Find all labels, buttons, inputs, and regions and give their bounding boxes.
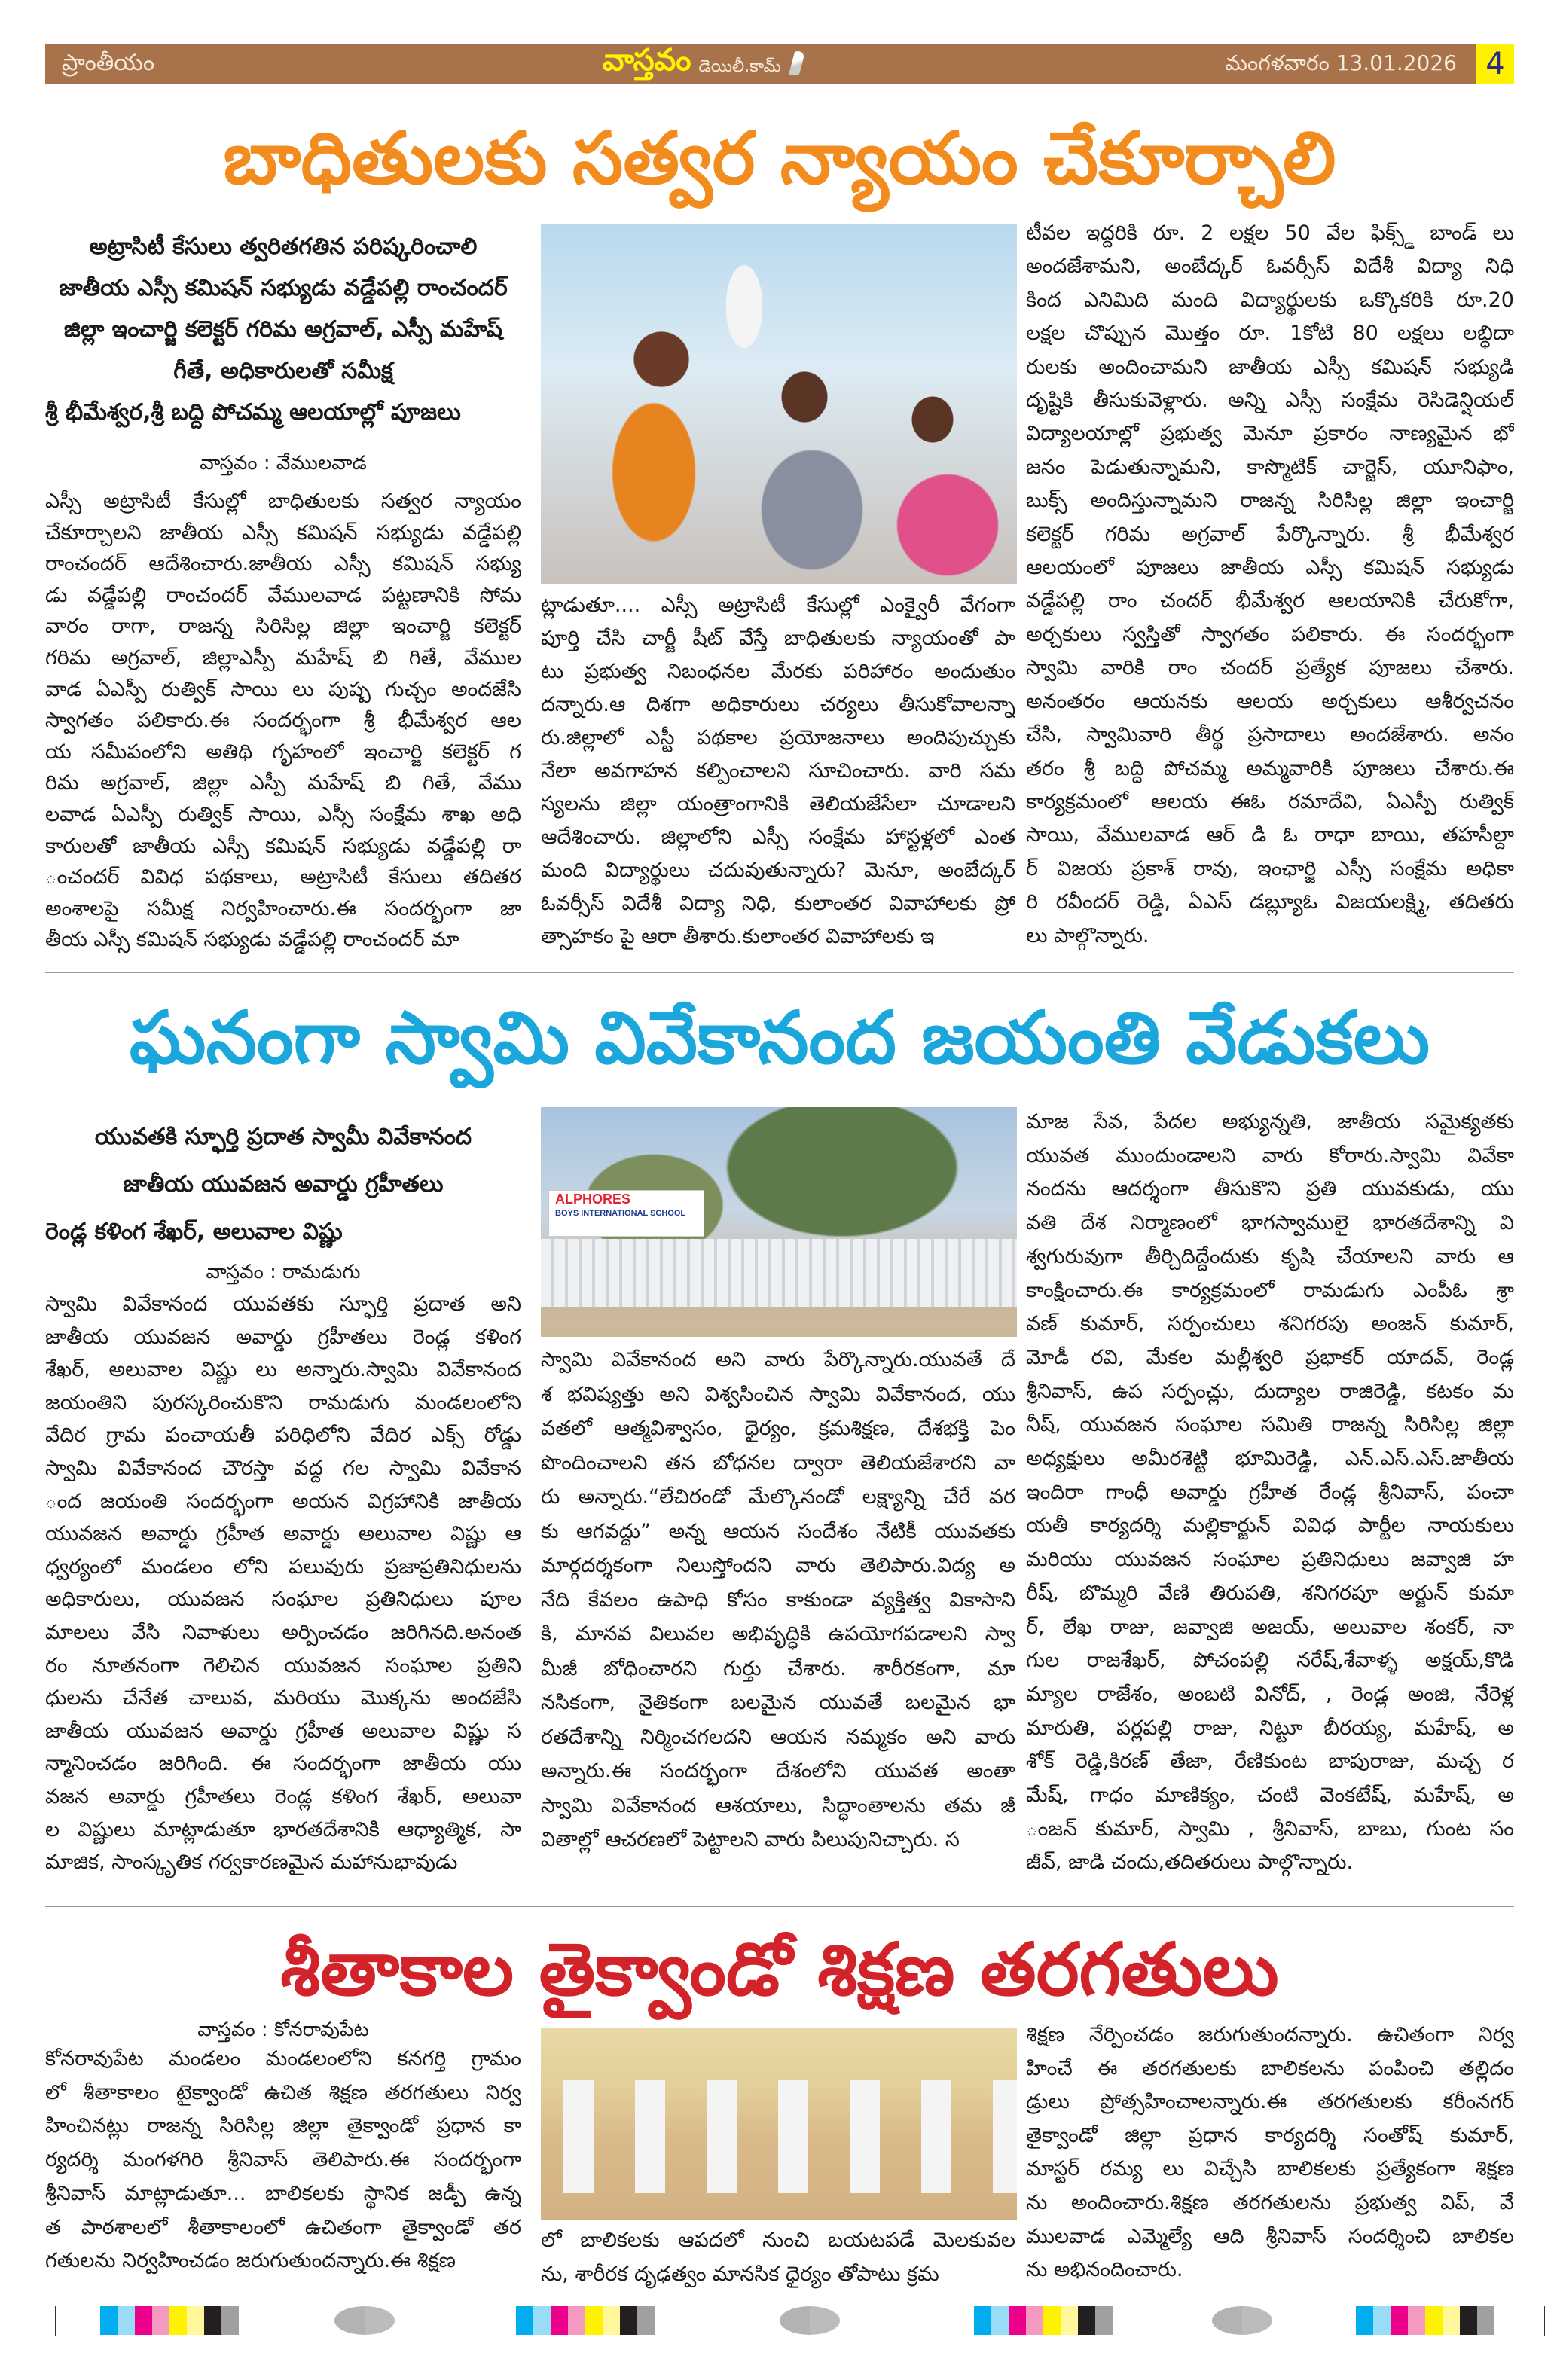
text-line: మాజ సేవ, పేదల అభ్యున్నతి, జాతీయ సమైక్యతకు — [1026, 1110, 1514, 1134]
article3-photo — [541, 2028, 1017, 2220]
page-header — [45, 44, 1476, 84]
text-line: వజన అవార్డు గ్రహీతలు రెండ్ల కళింగ శేఖర్, అలువా — [45, 1784, 521, 1808]
text-line: ర్ విజయ ప్రకాశ్ రావు, ఇంఛార్జి ఎస్సీ సంక్షేమ అధికా — [1026, 856, 1514, 880]
article2-column3 — [1026, 1106, 1514, 1880]
text-line: కాంక్షించారు.ఈ కార్యక్రమంలో రామడుగు ఎంపీఓ శ్రా — [1026, 1278, 1514, 1302]
color-bar — [1356, 2306, 1494, 2335]
color-swatch — [187, 2306, 204, 2335]
text-line: జాతీయ యువజన అవార్డు గ్రహీత అలువాల విష్ణు స — [45, 1719, 521, 1743]
text-line: దృష్టికి తీసుకువెళ్లారు. అన్ని ఎస్సీ సంక్షేమ రెసిడెన్షియల్ — [1026, 389, 1514, 413]
text-line: మేష్, గాధం మాణిక్యం, చంటి వెంకటేష్, మహేష్, అ — [1026, 1783, 1514, 1808]
bird-logo-icon — [789, 50, 808, 78]
color-swatch — [1408, 2306, 1425, 2335]
section-label: ప్రాంతీయం — [62, 50, 155, 76]
color-swatch — [1009, 2306, 1026, 2335]
text-line: పొందించాలని తన బోధనల ద్వారా తెలియజేశారని వా — [541, 1451, 1015, 1475]
text-line: మార్గదర్శకంగా నిలుస్తోందని వారు తెలిపారు.విద్య అ — [541, 1554, 1015, 1577]
text-line: రు అన్నారు.“లేచిరండో మేల్కొనండో లక్ష్యాన్ని చేరే వర — [541, 1485, 1015, 1509]
color-swatch — [118, 2306, 135, 2335]
color-swatch — [1443, 2306, 1460, 2335]
article1-column1 — [45, 486, 521, 956]
text-line: జాతీయ ఎస్సీ కమిషన్ సభ్యుడు వడ్డేపల్లి రాంచందర్ — [59, 275, 508, 301]
text-line: బుక్స్ అందిస్తున్నామని రాజన్న సిరిసిల్ల జిల్లా ఇంచార్జి — [1026, 489, 1514, 513]
text-line: ను అభినందించారు. — [1026, 2258, 1183, 2282]
text-line: గరిమ అగ్రవాల్, జిల్లాఎస్పీ మహేష్ బి గితే, వేముల — [45, 645, 521, 670]
text-line: రం నూతనంగా గెలిచిన యువజన సంఘాల ప్రతిని — [45, 1653, 521, 1677]
text-line: అన్నారు.ఈ సందర్భంగా దేశంలోని యువత అంతా — [541, 1759, 1015, 1783]
text-line: ర్, లేఖ రాజు, జవ్వాజి అజయ్, అలువాల శంకర్, నా — [1026, 1615, 1514, 1639]
text-line: హించినట్లు రాజన్న సిరిసిల్ల జిల్లా తైక్వాండో ప్రధాన కా — [45, 2114, 521, 2138]
text-line: కార్యక్రమంలో ఆలయ ఈఓ రమాదేవి, ఏఎస్పీ రుత్విక్ — [1026, 789, 1514, 813]
text-line: కి, మానవ విలువల అభివృద్ధికి ఉపయోగపడాలని స్వా — [541, 1622, 1015, 1646]
color-swatch — [169, 2306, 187, 2335]
text-line: స్వామి వారికి రాం చందర్ ప్రత్యేక పూజలు చేశారు. — [1026, 656, 1514, 680]
color-swatch — [1043, 2306, 1061, 2335]
text-line: తీయ ఎస్సీ కమిషన్ సభ్యుడు వడ్డేపల్లి రాంచందర్ మా — [45, 928, 459, 952]
text-line: నసికంగా, నైతికంగా బలమైన యువతే బలమైన భా — [541, 1691, 1015, 1714]
text-line: మారుతి, పర్లపల్లి రాజు, నిట్టూ బీరయ్య, మహేష్, అ — [1026, 1716, 1514, 1740]
text-line: ంద జయంతి సందర్భంగా అయన విగ్రహానికి జాతీయ — [45, 1489, 521, 1513]
text-line: డ్రులు ప్రోత్సహించాలన్నారు.ఈ తరగతులకు కరీంనగర్ — [1026, 2090, 1514, 2114]
text-line: ంచందర్ వివిధ పథకాలు, అట్రాసిటీ కేసులు తదితర — [45, 865, 521, 889]
text-line: వడ్డేపల్లి రాం చందర్ భీమేశ్వర ఆలయానికి చేరుకోగా, — [1026, 589, 1514, 613]
page-number: 4 — [1476, 44, 1514, 84]
color-swatch — [1425, 2306, 1443, 2335]
text-line: సాయి, వేములవాడ ఆర్ డి ఓ రాధా బాయి, తహసీల్దా — [1026, 823, 1514, 847]
text-line: జయంతిని పురస్కరించుకొని రామడుగు మండలంలోని — [45, 1390, 521, 1414]
article3-column2 — [541, 2223, 1015, 2291]
color-swatch — [1095, 2306, 1113, 2335]
text-line: వితాల్లో ఆచరణలో పెట్టాలని వారు పిలుపునిచ్చారు. స — [541, 1828, 960, 1851]
text-line: ఆదేశించారు. జిల్లాలోని ఎస్సీ సంక్షేమ హాస్టళ్లలో ఎంత — [541, 825, 1015, 849]
article1-headline: బాధితులకు సత్వర న్యాయం చేకూర్చాలి — [223, 116, 1336, 200]
text-line: మీజీ బోధించారని గుర్తు చేశారు. శారీరకంగా, మా — [541, 1656, 1015, 1680]
article1-photo — [541, 224, 1017, 584]
text-line: ఇందిరా గాంధీ అవార్డు గ్రహీత రేండ్ల శ్రీనివాస్, పంచా — [1026, 1480, 1514, 1504]
text-line: వతలో ఆత్మవిశ్వాసం, ధైర్యం, క్రమశిక్షణ, దేశభక్తి పెం — [541, 1417, 1015, 1440]
text-line: జాతీయ యువజన అవార్డు గ్రహీతలు రెండ్ల కళింగ — [45, 1325, 521, 1349]
text-line: శ భవిష్యత్తు అని విశ్వసించిన స్వామి వివేకానంద, యు — [541, 1382, 1015, 1406]
color-swatch — [1391, 2306, 1408, 2335]
color-swatch — [204, 2306, 221, 2335]
text-line: యువజన అవార్డు గ్రహీత అవార్డు అలువాల విష్ణు ఆ — [45, 1522, 521, 1546]
text-line: నందను ఆదర్శంగా తీసుకొని ప్రతి యువకుడు, యు — [1026, 1177, 1514, 1201]
text-line: లో శీతాకాలం టైక్వాండో ఉచిత శిక్షణ తరగతులు నిర్వ — [45, 2080, 521, 2104]
article3-dateline: వాస్తవం : కోనరావుపేట — [197, 2018, 369, 2041]
text-line: ర్యదర్శి మంగళగిరి శ్రీనివాస్ తెలిపారు.ఈ సందర్భంగా — [45, 2148, 521, 2172]
masthead-logo — [603, 44, 808, 84]
color-swatch — [637, 2306, 655, 2335]
text-line: లవాడ ఏఎస్పీ రుత్విక్ సాయి, ఎస్సీ సంక్షేమ శాఖ అధి — [45, 802, 521, 826]
school-banner — [548, 1190, 704, 1237]
registration-mark-icon — [1544, 2306, 1545, 2336]
text-line: స్వామి వివేకానంద ఆశయాలు, సిద్ధాంతాలను తమ జీ — [541, 1793, 1015, 1817]
color-swatch — [135, 2306, 152, 2335]
article2-dateline: వాస్తవం : రామడుగు — [206, 1261, 361, 1283]
article2-column2 — [541, 1343, 1015, 1857]
text-line: విద్యాలయాల్లో ప్రభుత్వ మెనూ ప్రకారం నాణ్యమైన భో — [1026, 422, 1514, 446]
text-line: ఓవర్సీస్ విదేశీ విద్యా నిధి, కులాంతర వివాహాలకు ప్రో — [541, 892, 1015, 915]
color-swatch — [100, 2306, 118, 2335]
text-line: టు ప్రభుత్వ నిబంధనల మేరకు పరిహారం అందుతుం — [541, 660, 1015, 683]
color-swatch — [533, 2306, 551, 2335]
text-line: ఆలయంలో పూజలు జాతీయ ఎస్సీ కమిషన్ సభ్యుడు — [1026, 556, 1514, 580]
text-line: అందజేశామని, అంబేద్కర్ ఓవర్సీస్ విదేశీ విద్యా నిధి — [1026, 255, 1514, 279]
text-line: గతులను నిర్వహించడం జరుగుతుందన్నారు.ఈ శిక్షణ — [45, 2249, 456, 2273]
text-line: శ్రీనివాస్, ఉప సర్పంచ్లు, దుద్యాల రాజిరెడ్డి, కటకం మ — [1026, 1379, 1514, 1403]
color-swatch — [1356, 2306, 1373, 2335]
text-line: ధ్వర్యంలో మండలం లోని పలువురు ప్రజాప్రతినిధులను — [45, 1555, 521, 1579]
color-swatch — [603, 2306, 620, 2335]
text-line: అధ్యక్షులు అమీరశెట్టి భూమిరెడ్డి, ఎన్.ఎస్.ఎస్.జాతీయ — [1026, 1447, 1514, 1471]
color-swatch — [1026, 2306, 1043, 2335]
text-line: ను, శారీరక దృఢత్వం మానసిక ధైర్యం తోపాటు క్రమ — [541, 2263, 939, 2286]
color-swatch — [516, 2306, 533, 2335]
article2-subheads — [45, 1113, 521, 1256]
text-line: చేకూర్చాలని జాతీయ ఎస్సీ కమిషన్ సభ్యుడు వడ్డేపల్లి — [45, 520, 521, 545]
text-line: చేసి, స్వామివారి తీర్థ ప్రసాదాలు అందజేశారు. అనం — [1026, 723, 1514, 747]
text-line: శోక్ రెడ్డి,కిరణ్ తేజా, రేణికుంట బాపురాజు, మచ్చ ర — [1026, 1750, 1514, 1774]
text-line: ంజన్ కుమార్, స్వామి , శ్రీనివాస్, బాబు, గుంట సం — [1026, 1817, 1514, 1841]
logo-main-text: వాస్తవం — [603, 43, 691, 78]
text-line: రు.జిల్లాలో ఎస్టీ పథకాల ప్రయోజనాలు అందిపుచ్చుకు — [541, 726, 1015, 749]
article2-photo — [541, 1107, 1017, 1337]
article3-column1 — [45, 2043, 521, 2278]
color-swatch — [221, 2306, 239, 2335]
text-line: య సమీపంలోని అతిథి గృహంలో ఇంచార్జి కలెక్టర్ గ — [45, 740, 521, 764]
text-line: నీష్, యువజన సంఘాల సమితి రాజన్న సిరిసిల్ల జిల్లా — [1026, 1413, 1514, 1437]
text-line: లో బాలికలకు ఆపదలో నుంచి బయటపడే మెలకువల — [541, 2229, 1015, 2252]
text-line: శ్వగురువుగా తీర్చిదిద్దేందుకు కృషి చేయాలని వారు ఆ — [1026, 1244, 1514, 1268]
text-line: కింద ఎనిమిది మంది విద్యార్థులకు ఒక్కొకరికి రూ.20 — [1026, 288, 1514, 312]
text-line: అధికారులు, యువజన సంఘాల ప్రతినిధులు పూల — [45, 1588, 521, 1612]
text-line: ములవాడ ఎమ్మెల్యే ఆది శ్రీనివాస్ సందర్శించి బాలికల — [1026, 2224, 1514, 2248]
text-line: లు పాల్గొన్నారు. — [1026, 923, 1149, 947]
text-line: టీవల ఇద్దరికి రూ. 2 లక్షల 50 వేల ఫిక్స్డ్ బాండ్ లు — [1026, 221, 1514, 245]
text-line: జాతీయ యువజన అవార్డు గ్రహీతలు — [123, 1171, 444, 1198]
text-line: వేదిర గ్రామ పంచాయతీ పరిధిలోని వేదిర ఎక్స్ రోడ్డు — [45, 1423, 521, 1448]
text-line: తరం శ్రీ బద్ది పోచమ్మ అమ్మవారికి పూజలు చేశారు.ఈ — [1026, 756, 1514, 780]
color-swatch — [568, 2306, 585, 2335]
text-line: స్వాగతం పలికారు.ఈ సందర్భంగా శ్రీ భీమేశ్వర ఆల — [45, 709, 521, 733]
text-line: వాడ ఏఎస్పీ రుత్విక్ సాయి లు పుష్ప గుచ్చం అందజేసి — [45, 677, 521, 701]
registration-mark-icon — [55, 2306, 56, 2336]
text-line: రి రవీందర్ రెడ్డి, ఏఎస్ డబ్ల్యూఓ విజయలక్ష్మి, తదితరు — [1026, 890, 1514, 914]
text-line: అంశాలపై సమీక్ష నిర్వహించారు.ఈ సందర్భంగా జా — [45, 896, 521, 920]
color-swatch — [1477, 2306, 1494, 2335]
article1-column3 — [1026, 217, 1514, 953]
text-line: రీష్, బొమ్మరి వేణి తిరుపతి, శనిగరపూ అర్జున్ కుమా — [1026, 1581, 1514, 1605]
registration-oval — [334, 2306, 395, 2335]
text-line: ధులను చేనేత చాలువ, మరియు మొక్కను అందజేసి — [45, 1686, 521, 1710]
text-line: ల విష్ణులు మాట్లాడుతూ భారతదేశానికి ఆధ్యాత్మిక, సా — [45, 1817, 521, 1841]
color-swatch — [1373, 2306, 1391, 2335]
text-line: గీతే, అధికారులతో సమీక్ష — [173, 358, 393, 384]
text-line: స్వామి వివేకానంద చౌరస్తా వద్ద గల స్వామి వివేకాన — [45, 1456, 521, 1480]
color-swatch — [551, 2306, 568, 2335]
text-line: వారం రాగా, రాజన్న సిరిసిల్ల జిల్లా ఇంచార్జి కలెక్టర్ — [45, 615, 521, 639]
text-line: మ్యాల రాజేశం, అంబటి వినోద్, , రెండ్ల అంజి, నేరెళ్ల — [1026, 1682, 1514, 1706]
text-line: నేది కేవలం ఉపాధి కోసం కాకుండా వ్యక్తిత్వ వికాసాని — [541, 1588, 1015, 1612]
text-line: రెండ్ల కళింగ శేఖర్, అలువాల విష్ణు — [45, 1219, 343, 1245]
article-divider — [45, 1906, 1514, 1907]
article1-subheads — [45, 226, 521, 433]
banner-line2: BOYS INTERNATIONAL SCHOOL — [555, 1209, 686, 1218]
text-line: నేలా అవగాహన కల్పించాలని సూచించారు. వారి సమ — [541, 759, 1015, 783]
color-bar — [516, 2306, 655, 2335]
text-line: శేఖర్, అలువాల విష్ణు లు అన్నారు.స్వామి వివేకానంద — [45, 1358, 521, 1382]
text-line: అనంతరం ఆయనకు ఆలయ అర్చకులు ఆశీర్వచనం — [1026, 689, 1514, 713]
text-line: యువతకి స్ఫూర్తి ప్రదాత స్వామీ వివేకానంద — [94, 1124, 472, 1150]
text-line: రతదేశాన్ని నిర్మించగలదని ఆయన నమ్మకం అని వారు — [541, 1725, 1015, 1749]
text-line: కు ఆగవద్దు” అన్న ఆయన సందేశం నేటికీ యువతకు — [541, 1519, 1015, 1543]
text-line: తైక్వాండో జిల్లా ప్రధాన కార్యదర్శి సంతోష్ కుమార్, — [1026, 2123, 1514, 2147]
color-swatch — [991, 2306, 1009, 2335]
text-line: యతీ కార్యదర్శి మల్లికార్జున్ వివిధ పార్టీల నాయకులు — [1026, 1514, 1514, 1538]
color-swatch — [585, 2306, 603, 2335]
text-line: గుల రాజశేఖర్, పోచంపల్లి నరేష్,శేవాళ్ళ అక్షయ్,కొడి — [1026, 1649, 1514, 1673]
article-divider — [45, 972, 1514, 973]
text-line: రాంచందర్ ఆదేశించారు.జాతీయ ఎస్సీ కమిషన్ సభ్యు — [45, 552, 521, 576]
registration-oval — [780, 2306, 840, 2335]
text-line: స్యలను జిల్లా యంత్రాంగానికి తెలియజేసేలా చూడాలని — [541, 792, 1015, 816]
article3-column3 — [1026, 2018, 1514, 2287]
article1-dateline: వాస్తవం : వేములవాడ — [200, 452, 367, 474]
text-line: దన్నారు.ఆ దిశగా అధికారులు చర్యలు తీసుకోవాలన్నా — [541, 693, 1015, 716]
text-line: హించే ఈ తరగతులకు బాలికలను పంపించి తల్లిదం — [1026, 2056, 1514, 2080]
text-line: మరియు యువజన సంఘాల ప్రతినిధులు జవ్వాజి హ — [1026, 1548, 1514, 1572]
article2-headline: ఘనంగా స్వామి వివేకానంద జయంతి వేడుకలు — [129, 996, 1430, 1080]
text-line: మంది విద్యార్థులు చదువుతున్నారు? మెనూ, అంబేద్కర్ — [541, 859, 1015, 882]
text-line: శ్రీనివాస్ మాట్లాడుతూ... బాలికలకు స్థానిక జడ్పీ ఉన్న — [45, 2181, 521, 2205]
color-swatch — [620, 2306, 637, 2335]
color-swatch — [1078, 2306, 1095, 2335]
text-line: శ్రీ భీమేశ్వర,శ్రీ బద్ది పోచమ్మ ఆలయాల్లో పూజలు — [45, 399, 461, 426]
text-line: జిల్లా ఇంచార్జి కలెక్టర్ గరిమ అగ్రవాల్, ఎస్పీ మహేష్ — [63, 316, 503, 343]
color-swatch — [1061, 2306, 1078, 2335]
text-line: మాస్టర్ రమ్య లు విచ్చేసి బాలికలకు ప్రత్యేకంగా శిక్షణ — [1026, 2157, 1514, 2181]
text-line: ట్లాడుతూ.... ఎస్సీ అట్రాసిటీ కేసుల్లో ఎంక్వైరీ వేగంగా — [541, 593, 1015, 617]
issue-date: మంగళవారం 13.01.2026 — [1225, 50, 1457, 75]
text-line: వణ్ కుమార్, సర్పంచులు శనిగరపు అంజన్ కుమార్, — [1026, 1312, 1514, 1336]
color-swatch — [152, 2306, 169, 2335]
text-line: ను అందించారు.శిక్షణ తరగతులను ప్రభుత్వ విప్, వే — [1026, 2190, 1514, 2214]
text-line: అట్రాసిటీ కేసులు త్వరితగతిన పరిష్కరించాలి — [89, 233, 478, 260]
registration-oval — [1212, 2306, 1272, 2335]
text-line: లక్షల చొప్పున మొత్తం రూ. 1కోటి 80 లక్షలు లబ్ధిదా — [1026, 322, 1514, 346]
text-line: డు వడ్డేపల్లి రాంచందర్ వేములవాడ పట్టణానికి సోమ — [45, 583, 521, 607]
text-line: రిమ అగ్రవాల్, జిల్లా ఎస్పీ మహేష్ బి గితే, వేము — [45, 771, 521, 795]
text-line: వతి దేశ నిర్మాణంలో భాగస్వాములై భారతదేశాన్ని వి — [1026, 1211, 1514, 1235]
text-line: మాజిక, సాంస్కృతిక గర్వకారణమైన మహానుభావుడు — [45, 1851, 458, 1875]
banner-line1: ALPHORES — [555, 1192, 631, 1207]
text-line: కలెక్టర్ గరిమ అగ్రవాల్ పేర్కొన్నారు. శ్రీ భీమేశ్వర — [1026, 522, 1514, 546]
article1-column2 — [541, 589, 1015, 954]
text-line: అర్చకులు స్వస్తితో స్వాగతం పలికారు. ఈ సందర్భంగా — [1026, 622, 1514, 646]
article3-headline: శీతాకాల తైక్వాండో శిక్షణ తరగతులు — [280, 1927, 1279, 2012]
color-swatch — [1460, 2306, 1477, 2335]
text-line: స్వామి వివేకానంద అని వారు పేర్కొన్నారు.యువతే దే — [541, 1348, 1015, 1372]
text-line: స్వామి వివేకానంద యువతకు స్ఫూర్తి ప్రదాత అని — [45, 1292, 521, 1316]
text-line: రులకు అందించామని జాతీయ ఎస్సీ కమిషన్ సభ్యుడి — [1026, 355, 1514, 379]
text-line: త పాఠశాలలో శీతాకాలంలో ఉచితంగా తైక్వాండో తర — [45, 2215, 521, 2239]
text-line: కారులతో జాతీయ ఎస్సీ కమిషన్ సభ్యుడు వడ్డేపల్లి రా — [45, 834, 521, 858]
text-line: న్మానించడం జరిగింది. ఈ సందర్భంగా జాతీయ యు — [45, 1752, 521, 1776]
text-line: మోడీ రవి, మేకల మల్లీశ్వరి ప్రభాకర్ యాదవ్, రెండ్ల — [1026, 1345, 1514, 1369]
article2-column1 — [45, 1288, 521, 1879]
text-line: మాలలు వేసి నివాళులు అర్పించడం జరిగినది.అనంత — [45, 1620, 521, 1644]
logo-sub-text: డెయిలీ.కామ్ — [698, 57, 781, 76]
text-line: పూర్తి చేసి చార్జీ షీట్ వేస్తే బాధితులకు న్యాయంతో పా — [541, 627, 1015, 650]
color-swatch — [974, 2306, 991, 2335]
color-bar — [974, 2306, 1113, 2335]
text-line: యువత ముందుండాలని వారు కోరారు.స్వామి వివేకా — [1026, 1143, 1514, 1167]
text-line: కోనరావుపేట మండలం మండలంలోని కనగర్తి గ్రామం — [45, 2047, 521, 2070]
text-line: జనం పెడుతున్నామని, కాస్మొటిక్ చార్జెస్, యూనిఫాం, — [1026, 455, 1514, 479]
text-line: ఎస్సీ అట్రాసిటీ కేసుల్లో బాధితులకు సత్వర న్యాయం — [45, 490, 521, 513]
text-line: జీవ్, జాడి చందు,తదితరులు పాల్గొన్నారు. — [1026, 1851, 1354, 1875]
text-line: శిక్షణ నేర్పించడం జరుగుతుందన్నారు. ఉచితంగా నిర్వ — [1026, 2023, 1514, 2046]
color-bar — [100, 2306, 239, 2335]
text-line: త్సాహకం పై ఆరా తీశారు.కులాంతర వివాహాలకు ఇ — [541, 925, 935, 948]
